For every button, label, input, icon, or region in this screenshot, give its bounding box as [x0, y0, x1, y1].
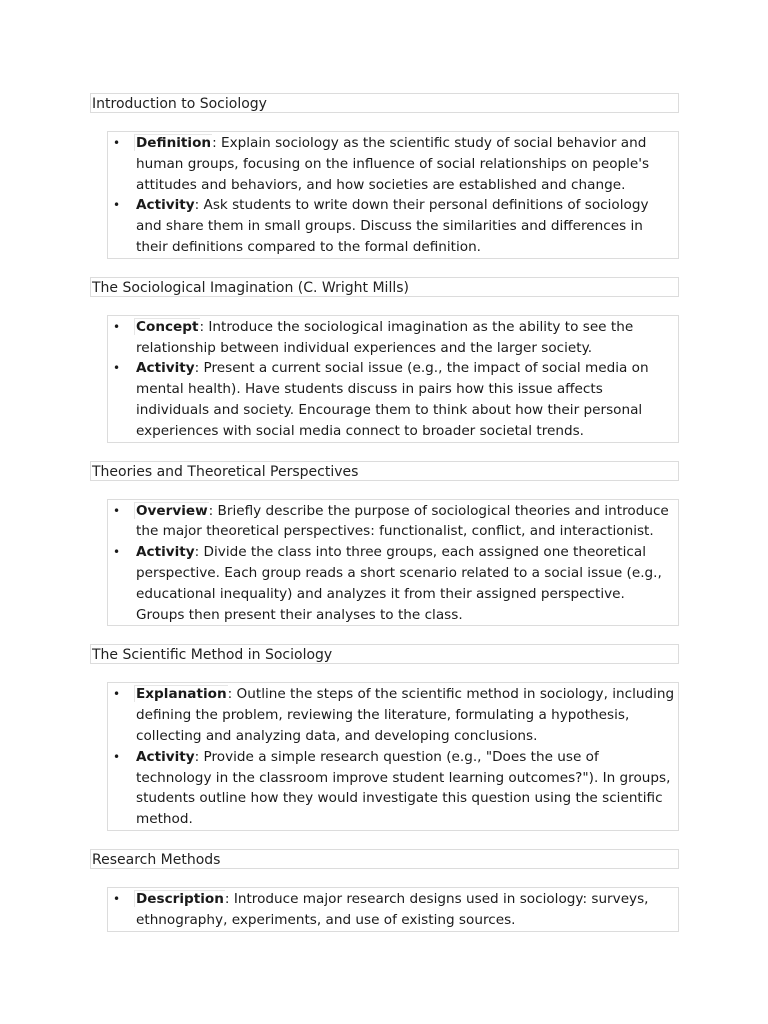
bullet-list: [107, 315, 679, 443]
bullet-list: [107, 131, 679, 259]
list-item: [108, 542, 678, 625]
item-text: : Briefly describe the purpose of sociological theories and introduce the major theoretical perspectives: functionalist, conflict, and interactionist.: [136, 502, 669, 540]
list-item: [108, 358, 678, 441]
section: [90, 849, 679, 932]
bullet-icon: •: [113, 687, 121, 702]
section: [90, 93, 679, 259]
section: [90, 277, 679, 443]
bullet-icon: •: [113, 891, 121, 906]
list-item: [108, 888, 678, 931]
bullet-list: [107, 887, 679, 932]
item-term: Description: [136, 890, 224, 907]
bullet-icon: •: [113, 198, 121, 213]
bullet-icon: •: [113, 503, 121, 518]
section-heading: The Sociological Imagination (C. Wright Mills): [90, 277, 679, 297]
bullet-icon: •: [113, 749, 121, 764]
item-term: Definition: [136, 135, 212, 151]
list-item: [108, 500, 678, 543]
section: [90, 461, 679, 627]
item-term: Overview: [136, 502, 208, 519]
bullet-icon: •: [113, 136, 121, 150]
item-text: : Ask students to write down their personal definitions of sociology and share them in small groups. Discuss the similarities and differences in their definitions compared to the formal definition.: [136, 197, 649, 255]
item-text: : Introduce the sociological imagination as the ability to see the relationship between individual experiences and the larger society.: [136, 318, 634, 356]
bullet-list: [107, 499, 679, 627]
section-heading: Theories and Theoretical Perspectives: [90, 461, 679, 481]
list-item: [108, 747, 678, 830]
item-term: Activity: [136, 544, 195, 561]
item-term: Explanation: [136, 686, 227, 703]
section-heading: Research Methods: [90, 849, 679, 869]
list-item: [108, 683, 678, 746]
bullet-icon: •: [113, 361, 121, 376]
item-term: Activity: [136, 748, 195, 765]
item-text: : Outline the steps of the scientific method in sociology, including defining the problem, reviewing the literature, formulating a hypothesis, collecting and analyzing data, and developing conclusions.: [136, 686, 675, 744]
item-text: : Introduce major research designs used in sociology: surveys, ethnography, experiments, and use of existing sources.: [136, 890, 649, 928]
item-term: Concept: [136, 318, 199, 335]
item-text: : Present a current social issue (e.g., the impact of social media on mental health). Have students discuss in pairs how this issue affects individuals and society. Encourage them to think about how their personal experiences with social media connect to broader societal trends.: [136, 360, 649, 439]
list-item: [108, 132, 678, 195]
section-heading: The Scientific Method in Sociology: [90, 644, 679, 664]
section-heading: Introduction to Sociology: [90, 93, 679, 113]
item-text: : Provide a simple research question (e.g., "Does the use of technology in the classroom improve student learning outcomes?"). In groups, students outline how they would investigate this question using the scientific method.: [136, 748, 671, 828]
item-text: : Divide the class into three groups, each assigned one theoretical perspective. Each group reads a short scenario related to a social issue (e.g., educational inequality) and analyzes it from their assigned perspective. Groups then present their analyses to the class.: [136, 544, 662, 623]
list-item: [108, 316, 678, 359]
section: [90, 644, 679, 831]
bullet-list: [107, 682, 679, 831]
list-item: [108, 195, 678, 257]
bullet-icon: •: [113, 319, 121, 334]
item-term: Activity: [136, 360, 195, 377]
document-body: [90, 93, 679, 950]
item-text: : Explain sociology as the scientific study of social behavior and human groups, focusing on the influence of social relationships on people's attitudes and behaviors, and how societies are established and change.: [136, 135, 650, 193]
bullet-icon: •: [113, 545, 121, 560]
item-term: Activity: [136, 197, 195, 214]
